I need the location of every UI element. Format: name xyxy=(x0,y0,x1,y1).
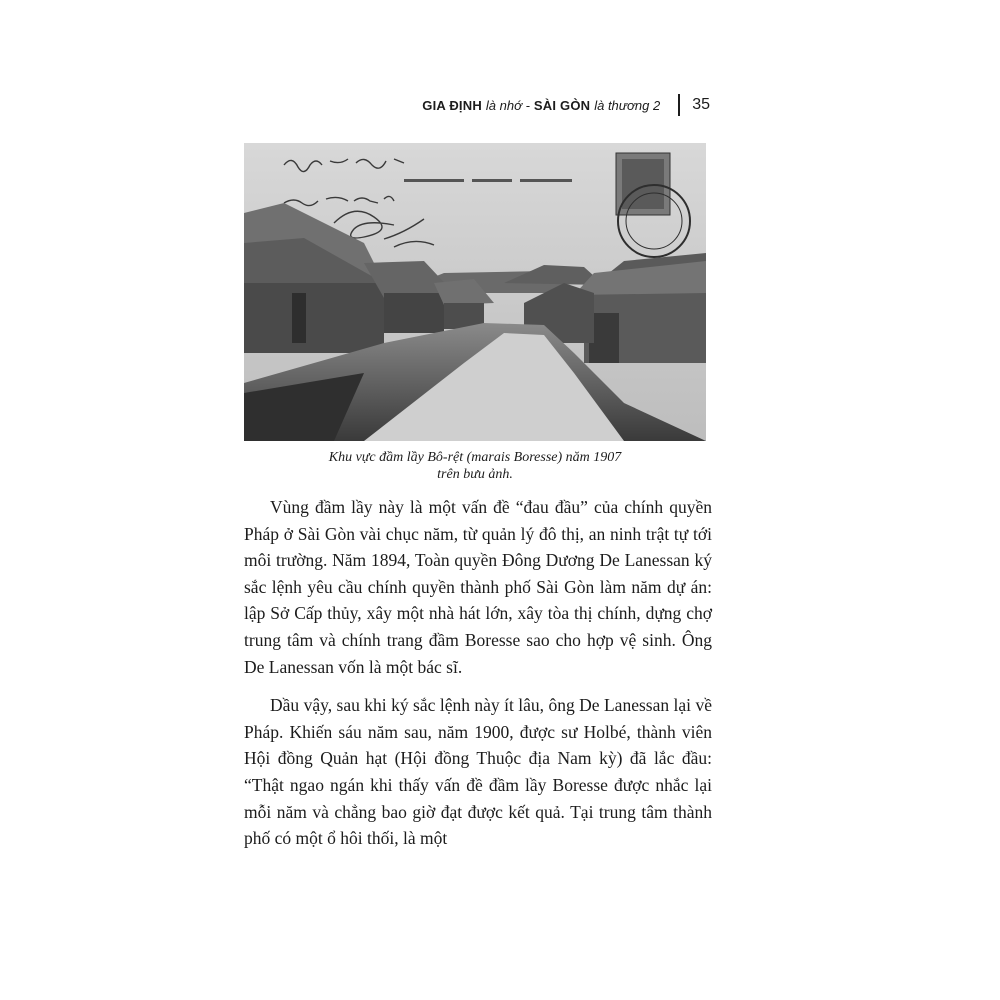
body-text xyxy=(244,494,712,864)
paragraph: Vùng đầm lầy này là một vấn đề “đau đầu” của chính quyền Pháp ở Sài Gòn vài chục năm, từ quản lý đô thị, an ninh trật tự tới môi trường. Năm 1894, Toàn quyền Đông Dương De Lanessan ký sắc lệnh yêu cầu chính quyền thành phố Sài Gòn làm năm dự án: lập Sở Cấp thủy, xây một nhà hát lớn, xây tòa thị chính, dựng chợ trung tâm và chính trang đầm Boresse sao cho hợp vệ sinh. Ông De Lanessan vốn là một bác sĩ. xyxy=(244,497,712,677)
page-number: 35 xyxy=(692,96,710,113)
book-title-part1-italic: là nhớ - xyxy=(485,97,530,113)
caption-line-1: Khu vực đầm lầy Bô-rệt (marais Boresse) năm 1907 xyxy=(328,450,622,465)
book-title-part1: GIA ĐỊNH xyxy=(422,97,482,113)
paragraph: Dầu vậy, sau khi ký sắc lệnh này ít lâu, ông De Lanessan lại về Pháp. Khiến sáu năm sau, năm 1900, được sư Holbé, thành viên Hội đồng Quản hạt (Hội đồng Thuộc địa Nam kỳ) đã lắc đầu: “Thật ngao ngán khi thấy vấn đề đầm lầy Boresse được nhắc lại mỗi năm và chẳng bao giờ đạt được kết quả. Tại trung tâm thành phố có một ổ hôi thối, là một xyxy=(244,695,712,849)
book-title-part2: SÀI GÒN xyxy=(533,97,591,113)
header-divider xyxy=(678,94,680,116)
figure-caption xyxy=(244,449,706,483)
caption-line-2: trên bưu ảnh. xyxy=(437,467,513,482)
running-header xyxy=(380,93,710,117)
historical-postcard-photo xyxy=(244,143,706,441)
book-title-part2-italic: là thương 2 xyxy=(594,97,661,113)
